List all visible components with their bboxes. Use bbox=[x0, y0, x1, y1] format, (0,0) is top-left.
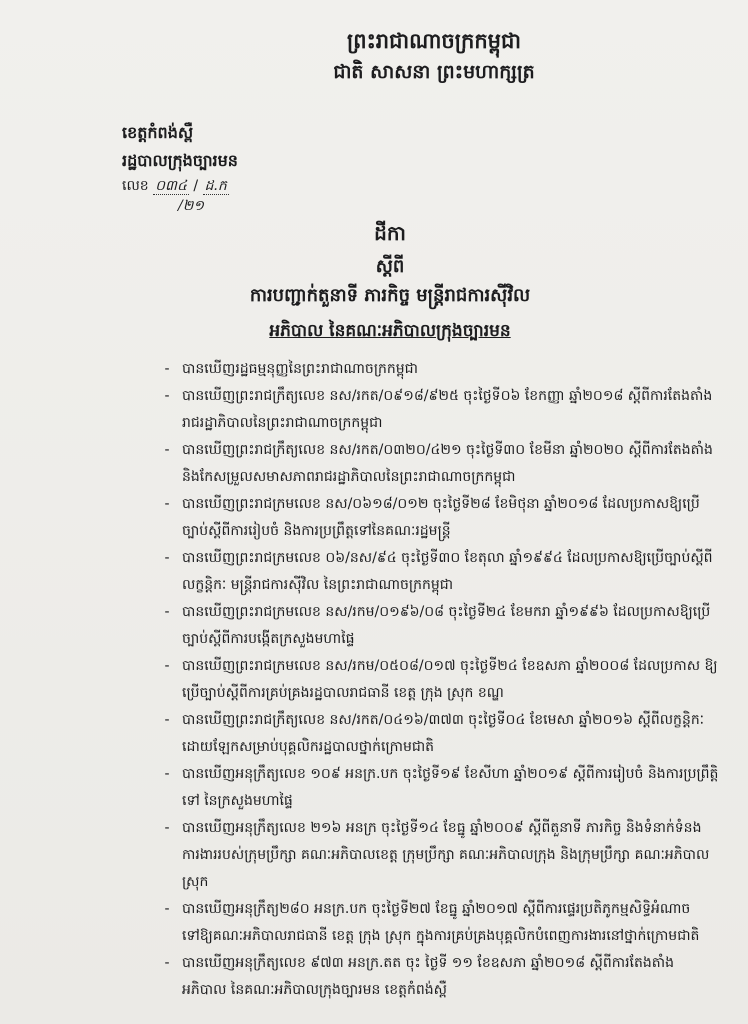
kingdom-heading: ព្រះរាជាណាចក្រកម្ពុជា bbox=[346, 29, 521, 53]
visa-text: បានឃើញព្រះរាជក្រឹត្យលេខ នស/រកត/០៣២០/៤២១ ចុះថ្ងៃទី៣០ ខែមីនា ឆ្នាំ២០២០ ស្ដីពីការតែងតាំង និងកែសម្រួលសមាសភាពរាជរដ្ឋាភិបាលនៃព្រះរាជាណាចក្រកម្ពុជា bbox=[182, 442, 713, 485]
reference-line: លេខ ០៣៤ / ដ.ក bbox=[122, 178, 227, 194]
visa-text: បានឃើញព្រះរាជក្រមលេខ នស/រកម/០៥០៨/០១៧ ចុះថ្ងៃទី២៤ ខែឧសភា ឆ្នាំ២០០៨ ដែលប្រកាស ឱ្យប្រើច្បាប់ស្ដីពីការគ្រប់គ្រងរដ្ឋបាលរាជធានី ខេត្ត ក្រុង ស្រុក ខណ្ឌ bbox=[182, 658, 718, 701]
visa-item bbox=[160, 437, 720, 491]
visa-list bbox=[160, 356, 720, 1004]
visa-text: បានឃើញព្រះរាជក្រឹត្យលេខ នស/រកត/០៩១៨/៩២៥ ចុះថ្ងៃទី០៦ ខែកញ្ញា ឆ្នាំ២០១៨ ស្ដីពីការតែងតាំងរាជរដ្ឋាភិបាលនៃព្រះរាជាណាចក្រកម្ពុជា bbox=[182, 388, 713, 431]
visa-item bbox=[160, 815, 720, 896]
visa-item bbox=[160, 950, 720, 1004]
visa-text: បានឃើញអនុក្រឹត្យលេខ ១០៩ អនក្រ.បក ចុះថ្ងៃទី១៩ ខែសីហា ឆ្នាំ២០១៩ ស្ដីពីការរៀបចំ និងការប្រព្រឹត្តិទៅ នៃក្រសួងមហាផ្ទៃ bbox=[182, 766, 719, 809]
visa-bullet: - bbox=[164, 604, 170, 620]
visa-bullet: - bbox=[164, 901, 170, 917]
reference-year: /២១ bbox=[178, 198, 204, 214]
visa-bullet: - bbox=[164, 820, 170, 836]
visa-bullet: - bbox=[164, 955, 170, 971]
visa-item bbox=[160, 707, 720, 761]
visa-item bbox=[160, 653, 720, 707]
visa-bullet: - bbox=[164, 712, 170, 728]
visa-bullet: - bbox=[164, 658, 170, 674]
visa-bullet: - bbox=[164, 361, 170, 377]
visa-bullet: - bbox=[164, 496, 170, 512]
visa-bullet: - bbox=[164, 388, 170, 404]
document-subject: ការបញ្ជាក់តួនាទី ភារកិច្ច មន្ត្រីរាជការស៊ីវិល bbox=[249, 285, 531, 306]
visa-item bbox=[160, 599, 720, 653]
reference-suffix: ដ.ក bbox=[204, 178, 227, 194]
visa-bullet: - bbox=[164, 442, 170, 458]
document-about: ស្ដីពី bbox=[375, 256, 405, 277]
national-motto: ជាតិ សាសនា ព្រះមហាក្សត្រ bbox=[333, 61, 535, 83]
issuer-administration: រដ្ឋបាលក្រុងច្បារមន bbox=[122, 151, 238, 170]
document-type-title: ដីកា bbox=[374, 221, 406, 245]
visa-item bbox=[160, 491, 720, 545]
visa-text: បានឃើញអនុក្រឹត្យ២៨០ អនក្រ.បក ចុះថ្ងៃទី២៧ ខែធ្នូ ឆ្នាំ២០១៧ ស្ដីពីការផ្ទេរប្រតិភូកម្មសិទ្ធិអំណាចទៅឱ្យគណៈអភិបាលរាជធានី ខេត្ត ក្រុង ស្រុក ក្នុងការគ្រប់គ្រងបុគ្គលិកបំពេញការងារនៅថ្នាក់ក្រោមជាតិ bbox=[182, 901, 700, 944]
visa-item bbox=[160, 356, 720, 383]
visa-text: បានឃើញព្រះរាជក្រមលេខ នស/០៦១៨/០១២ ចុះថ្ងៃទី២៨ ខែមិថុនា ឆ្នាំ២០១៨ ដែលប្រកាសឱ្យប្រើច្បាប់ស្ដីពីការរៀបចំ និងការប្រព្រឹត្តទៅនៃគណៈរដ្ឋមន្ត្រី bbox=[182, 496, 700, 539]
visa-item bbox=[160, 545, 720, 599]
visa-text: បានឃើញព្រះរាជក្រមលេខ ០៦/នស/៩៤ ចុះថ្ងៃទី៣០ ខែតុលា ឆ្នាំ១៩៩៤ ដែលប្រកាសឱ្យប្រើច្បាប់ស្ដីពីលក្ខន្តិកៈ មន្ត្រីរាជការស៊ីវិល នៃព្រះរាជាណាចក្រកម្ពុជា bbox=[182, 550, 713, 593]
document-scope: អភិបាល នៃគណៈអភិបាលក្រុងច្បារមន bbox=[269, 321, 511, 341]
visa-text: បានឃើញព្រះរាជក្រមលេខ នស/រកម/០១៩៦/០៨ ចុះថ្ងៃទី២៤ ខែមករា ឆ្នាំ១៩៩៦ ដែលប្រកាសឱ្យប្រើច្បាប់ស្ដីពីការបង្កើតក្រសួងមហាផ្ទៃ bbox=[182, 604, 711, 647]
visa-text: បានឃើញរដ្ឋធម្មនុញ្ញនៃព្រះរាជាណាចក្រកម្ពុជា bbox=[182, 361, 418, 377]
visa-text: បានឃើញអនុក្រឹត្យលេខ ៩៧៣ អនក្រ.តត ចុះ ថ្ងៃទី ១១ ខែឧសភា ឆ្នាំ២០១៨ ស្ដីពីការតែងតាំង អភិបាល នៃគណៈអភិបាលក្រុងច្បារមន ខេត្តកំពង់ស្ពឺ bbox=[182, 955, 674, 998]
reference-label: លេខ bbox=[122, 178, 149, 194]
issuer-province: ខេត្តកំពង់ស្ពឺ bbox=[122, 123, 194, 142]
visa-item bbox=[160, 761, 720, 815]
visa-text: បានឃើញអនុក្រឹត្យលេខ ២១៦ អនក្រ ចុះថ្ងៃទី១៤ ខែធ្នូ ឆ្នាំ២០០៩ ស្ដីពីតួនាទី ភារកិច្ច និងទំនាក់ទំនងការងាររបស់ក្រុមប្រឹក្សា គណៈអភិបាលខេត្ត ក្រុមប្រឹក្សា គណៈអភិបាលក្រុង និងក្រុមប្រឹក្សា គណៈអភិបាលស្រុក bbox=[182, 820, 710, 890]
visa-item bbox=[160, 896, 720, 950]
visa-bullet: - bbox=[164, 550, 170, 566]
visa-item bbox=[160, 383, 720, 437]
visa-text: បានឃើញព្រះរាជក្រឹត្យលេខ នស/រកត/០៤១៦/៣៧៣ ចុះថ្ងៃទី០៤ ខែមេសា ឆ្នាំ២០១៦ ស្ដីពីលក្ខន្តិកៈដោយឡែកសម្រាប់បុគ្គលិករដ្ឋបាលថ្នាក់ក្រោមជាតិ bbox=[182, 712, 704, 755]
visa-bullet: - bbox=[164, 766, 170, 782]
reference-number: ០៣៤ bbox=[155, 178, 187, 194]
